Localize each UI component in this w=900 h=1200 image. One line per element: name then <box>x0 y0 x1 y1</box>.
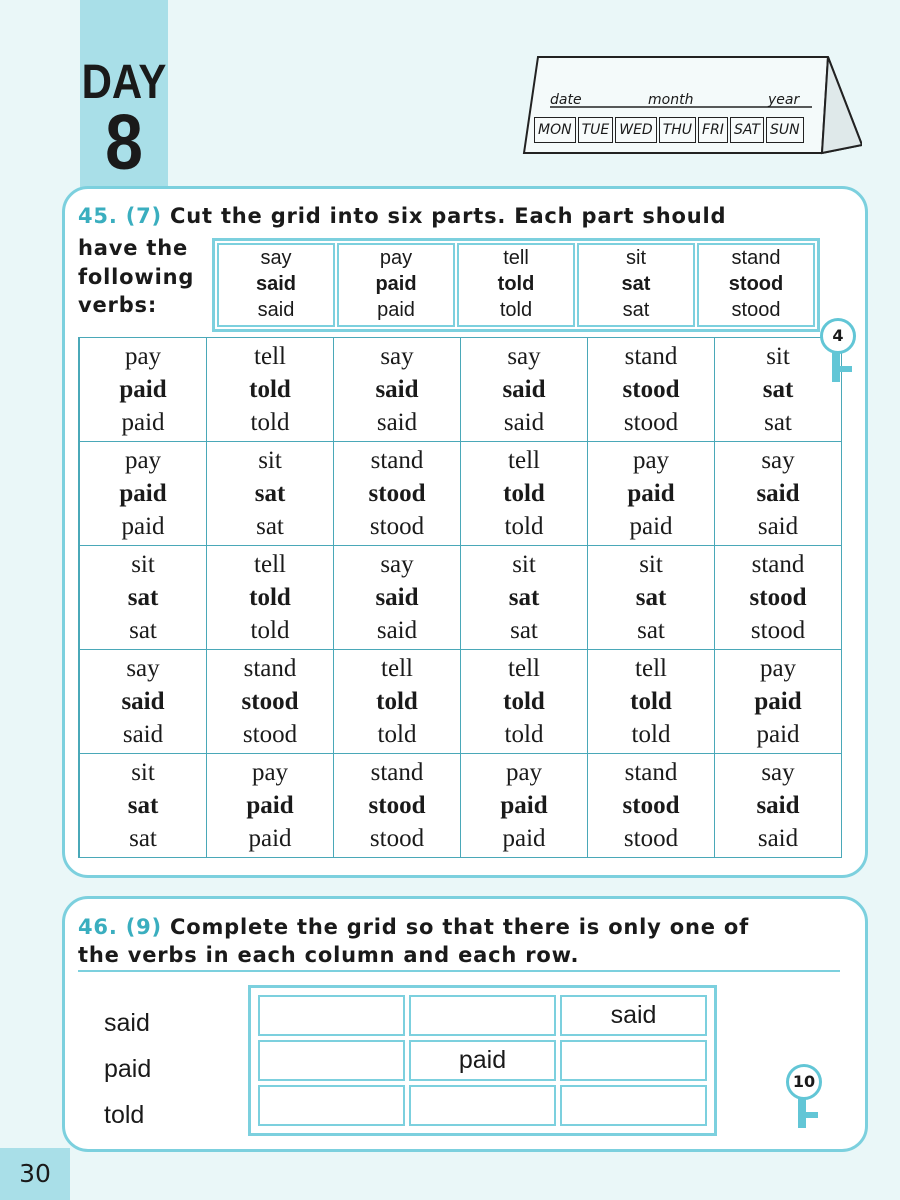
key-badge-icon <box>820 318 856 354</box>
verb-past: told <box>249 376 291 403</box>
verb-past: told <box>503 480 545 507</box>
verb-past: said <box>121 688 165 715</box>
grid-row <box>79 546 842 650</box>
verb-past: sat <box>254 480 286 507</box>
grid-cell[interactable] <box>461 754 588 858</box>
calendar-year-label: year <box>768 92 800 108</box>
grid-cell[interactable] <box>334 442 461 546</box>
verb-base: tell <box>508 447 540 474</box>
verb-participle: told <box>377 721 417 748</box>
grid-cell[interactable] <box>79 442 207 546</box>
verb-participle: said <box>257 299 295 321</box>
grid-row <box>79 650 842 754</box>
key-shaft-icon <box>832 352 840 382</box>
grid-cell[interactable] <box>79 546 207 650</box>
verb-participle: said <box>376 617 418 644</box>
calendar-day-sun[interactable]: SUN <box>766 117 804 143</box>
verb-past: sat <box>762 376 794 403</box>
verb-key-cell <box>577 243 695 327</box>
exercise-45-instruction <box>78 204 726 228</box>
verb-past: sat <box>127 792 159 819</box>
verb-participle: told <box>499 299 533 321</box>
grid-cell[interactable] <box>588 754 715 858</box>
grid-cell[interactable] <box>207 754 334 858</box>
key-badge-icon <box>786 1064 822 1100</box>
verb-past: told <box>497 273 535 295</box>
verb-base: say <box>380 343 414 370</box>
verb-past: paid <box>119 376 167 403</box>
verb-base: sit <box>131 759 155 786</box>
grid-cell[interactable] <box>715 442 842 546</box>
verb-key-cell <box>697 243 815 327</box>
verb-base: say <box>380 551 414 578</box>
fill-cell[interactable] <box>258 1085 405 1126</box>
calendar-day-tue[interactable]: TUE <box>578 117 614 143</box>
verb-participle: sat <box>637 617 665 644</box>
verb-past: paid <box>627 480 675 507</box>
verb-base: say <box>507 343 541 370</box>
verb-base: stand <box>370 759 424 786</box>
calendar-day-sat[interactable]: SAT <box>730 117 764 143</box>
verb-past: stood <box>749 584 807 611</box>
grid-cell[interactable] <box>79 338 207 442</box>
day-number: 8 <box>105 98 143 186</box>
verb-participle: stood <box>242 721 298 748</box>
verb-past: paid <box>500 792 548 819</box>
calendar-day-fri[interactable]: FRI <box>698 117 728 143</box>
fill-cell[interactable]: paid <box>409 1040 556 1081</box>
exercise-45-text: Cut the grid into six parts. Each part should <box>170 204 727 228</box>
grid-cell[interactable] <box>79 650 207 754</box>
verb-participle: told <box>250 617 290 644</box>
verb-base: pay <box>251 759 289 786</box>
verb-participle: stood <box>369 825 425 852</box>
key-tooth-icon <box>806 1112 818 1118</box>
verb-participle: sat <box>622 299 650 321</box>
grid-cell[interactable] <box>715 338 842 442</box>
verb-base: say <box>761 447 795 474</box>
verb-past: sat <box>621 273 651 295</box>
verb-list <box>104 1000 151 1138</box>
verb-participle: paid <box>248 825 292 852</box>
fill-cell[interactable] <box>560 1085 707 1126</box>
verb-base: stand <box>624 759 678 786</box>
verb-base: tell <box>503 247 529 269</box>
fill-cell[interactable]: said <box>560 995 707 1036</box>
key-badge-number: 10 <box>792 1072 816 1091</box>
verb-participle: sat <box>129 617 157 644</box>
fill-cell[interactable] <box>409 1085 556 1126</box>
verb-participle: paid <box>629 513 673 540</box>
verb-past: told <box>630 688 672 715</box>
verb-base: sit <box>258 447 282 474</box>
verb-base: pay <box>505 759 543 786</box>
verb-base: pay <box>124 343 162 370</box>
key-tooth-icon <box>840 366 852 372</box>
verb-participle: sat <box>256 513 284 540</box>
verb-past: told <box>376 688 418 715</box>
verb-base: say <box>126 655 160 682</box>
verb-past: said <box>255 273 297 295</box>
verb-base: tell <box>635 655 667 682</box>
verb-base: tell <box>381 655 413 682</box>
verb-past: sat <box>508 584 540 611</box>
verb-participle: sat <box>129 825 157 852</box>
verb-base: pay <box>759 655 797 682</box>
exercise-46-text: Complete the grid so that there is only one of <box>170 915 750 939</box>
verb-key-table <box>212 238 820 332</box>
grid-cell[interactable] <box>715 754 842 858</box>
verb-base: sit <box>131 551 155 578</box>
verb-base: sit <box>766 343 790 370</box>
date-calendar <box>522 55 862 155</box>
calendar-date-label: date <box>550 92 582 108</box>
grid-cell[interactable] <box>715 546 842 650</box>
grid-cell[interactable] <box>588 338 715 442</box>
verb-participle: paid <box>756 721 800 748</box>
page-number: 30 <box>0 1148 70 1200</box>
verb-base: stand <box>731 247 781 269</box>
verb-participle: stood <box>623 825 679 852</box>
key-badge-number: 4 <box>832 326 844 345</box>
divider <box>78 970 840 972</box>
exercise-45-text-line4: verbs: <box>78 293 158 317</box>
verb-participle: stood <box>750 617 806 644</box>
grid-cell[interactable] <box>461 338 588 442</box>
verb-past: stood <box>368 480 426 507</box>
verb-key-cell <box>217 243 335 327</box>
verb-list-item: told <box>104 1101 145 1129</box>
grid-cell[interactable] <box>207 650 334 754</box>
exercise-46-number: 46. (9) <box>78 915 162 939</box>
verb-participle: stood <box>623 409 679 436</box>
fill-cell[interactable] <box>560 1040 707 1081</box>
verb-participle: sat <box>510 617 538 644</box>
grid-cell[interactable] <box>461 650 588 754</box>
calendar-month-label: month <box>648 92 694 108</box>
verb-past: stood <box>622 376 680 403</box>
verb-past: said <box>375 584 419 611</box>
verb-past: stood <box>728 273 784 295</box>
exercise-45-text-line2: have the <box>78 236 188 260</box>
verb-participle: told <box>504 513 544 540</box>
exercise-45-number: 45. (7) <box>78 204 162 228</box>
calendar-day-wed[interactable]: WED <box>615 117 656 143</box>
grid-cell[interactable] <box>334 650 461 754</box>
verb-past: paid <box>119 480 167 507</box>
verb-past: paid <box>246 792 294 819</box>
verb-participle: told <box>631 721 671 748</box>
fill-grid <box>248 985 717 1136</box>
grid-cell[interactable] <box>334 338 461 442</box>
verb-base: sit <box>512 551 536 578</box>
calendar-day-thu[interactable]: THU <box>659 117 696 143</box>
verb-base: stand <box>370 447 424 474</box>
grid-cell[interactable] <box>588 650 715 754</box>
grid-cell[interactable] <box>461 442 588 546</box>
grid-cell[interactable] <box>334 754 461 858</box>
exercise-45-text-line3: following <box>78 265 195 289</box>
exercise-46-instruction <box>78 915 749 939</box>
grid-cell[interactable] <box>334 546 461 650</box>
verb-base: tell <box>254 551 286 578</box>
verb-participle: paid <box>502 825 546 852</box>
verb-participle: stood <box>369 513 425 540</box>
grid-cell[interactable] <box>461 546 588 650</box>
verb-base: stand <box>243 655 297 682</box>
day-tab <box>80 0 168 195</box>
verb-participle: said <box>503 409 545 436</box>
key-shaft-icon <box>798 1098 806 1128</box>
verb-base: sit <box>626 247 646 269</box>
verb-past: sat <box>127 584 159 611</box>
verb-grid <box>78 337 842 858</box>
verb-key-cell <box>457 243 575 327</box>
verb-participle: sat <box>764 409 792 436</box>
fill-cell[interactable] <box>258 995 405 1036</box>
grid-row <box>79 338 842 442</box>
verb-participle: said <box>757 513 799 540</box>
grid-row <box>79 754 842 858</box>
verb-past: said <box>375 376 419 403</box>
verb-past: said <box>502 376 546 403</box>
verb-participle: said <box>376 409 418 436</box>
verb-participle: stood <box>731 299 781 321</box>
verb-participle: said <box>757 825 799 852</box>
verb-base: tell <box>508 655 540 682</box>
verb-base: say <box>761 759 795 786</box>
verb-list-item: said <box>104 1009 150 1037</box>
verb-past: paid <box>375 273 417 295</box>
fill-cell[interactable] <box>409 995 556 1036</box>
verb-past: told <box>249 584 291 611</box>
verb-past: stood <box>368 792 426 819</box>
verb-past: stood <box>241 688 299 715</box>
verb-base: say <box>260 247 292 269</box>
grid-cell[interactable] <box>207 442 334 546</box>
grid-cell[interactable] <box>588 442 715 546</box>
verb-participle: paid <box>121 513 165 540</box>
grid-cell[interactable] <box>207 338 334 442</box>
exercise-46-text-line2: the verbs in each column and each row. <box>78 943 580 967</box>
verb-base: tell <box>254 343 286 370</box>
verb-base: pay <box>632 447 670 474</box>
verb-key-cell <box>337 243 455 327</box>
verb-past: stood <box>622 792 680 819</box>
verb-participle: said <box>122 721 164 748</box>
verb-base: stand <box>624 343 678 370</box>
fill-cell[interactable] <box>258 1040 405 1081</box>
verb-participle: paid <box>377 299 415 321</box>
verb-past: paid <box>754 688 802 715</box>
verb-participle: told <box>250 409 290 436</box>
grid-cell[interactable] <box>79 754 207 858</box>
grid-row <box>79 442 842 546</box>
verb-past: said <box>756 792 800 819</box>
verb-past: said <box>756 480 800 507</box>
grid-cell[interactable] <box>207 546 334 650</box>
grid-cell[interactable] <box>588 546 715 650</box>
verb-base: pay <box>379 247 413 269</box>
verb-participle: told <box>504 721 544 748</box>
verb-base: stand <box>751 551 805 578</box>
verb-base: sit <box>639 551 663 578</box>
verb-participle: paid <box>121 409 165 436</box>
day-label: DAY <box>81 54 167 109</box>
grid-cell[interactable] <box>715 650 842 754</box>
verb-past: told <box>503 688 545 715</box>
calendar-day-mon[interactable]: MON <box>534 117 576 143</box>
verb-past: sat <box>635 584 667 611</box>
verb-base: pay <box>124 447 162 474</box>
verb-list-item: paid <box>104 1055 152 1083</box>
